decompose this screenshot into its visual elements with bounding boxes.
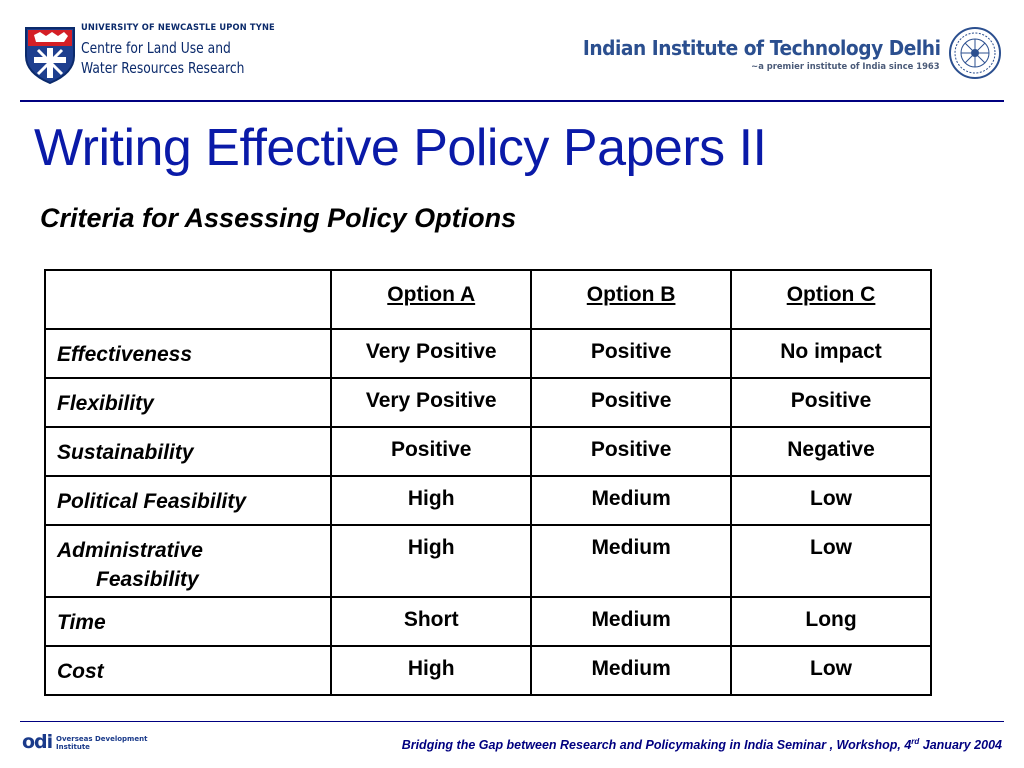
footer-divider xyxy=(20,721,1004,722)
value-cell: Low xyxy=(731,646,931,695)
footer-caption: Bridging the Gap between Research and Policymaking in India Seminar , Workshop, 4rd January 2004 xyxy=(401,737,1002,753)
value-cell: Positive xyxy=(531,329,731,378)
iit-delhi-tagline: ~a premier institute of India since 1963 xyxy=(751,62,940,72)
value-cell: Positive xyxy=(531,427,731,476)
criterion-cell xyxy=(45,525,331,597)
value-cell: Medium xyxy=(531,646,731,695)
newcastle-logo xyxy=(24,23,275,86)
value-cell: Very Positive xyxy=(331,329,531,378)
criterion-line: Administrative xyxy=(57,539,203,562)
table-row xyxy=(45,329,931,378)
centre-name-line-1: Centre for Land Use and xyxy=(81,39,231,57)
university-shield-icon xyxy=(24,26,76,84)
odi-mark: odi xyxy=(22,731,53,753)
odi-name-line-1: Overseas Development xyxy=(56,735,148,743)
criterion-cell: Effectiveness xyxy=(45,329,331,378)
table-row xyxy=(45,646,931,695)
odi-name-line-2: Institute xyxy=(56,743,90,751)
table-row xyxy=(45,525,931,597)
value-cell: High xyxy=(331,476,531,525)
value-cell: Medium xyxy=(531,597,731,646)
table-row xyxy=(45,476,931,525)
odi-logo xyxy=(22,733,162,753)
criterion-cell: Cost xyxy=(45,646,331,695)
value-cell: Medium xyxy=(531,525,731,597)
table-header-empty xyxy=(45,270,331,329)
value-cell: Very Positive xyxy=(331,378,531,427)
table-row xyxy=(45,597,931,646)
value-cell: Positive xyxy=(331,427,531,476)
slide-title: Writing Effective Policy Papers II xyxy=(34,119,767,177)
value-cell: Medium xyxy=(531,476,731,525)
iit-delhi-logo xyxy=(582,26,1002,82)
table-row xyxy=(45,378,931,427)
value-cell: Long xyxy=(731,597,931,646)
criterion-cell: Flexibility xyxy=(45,378,331,427)
value-cell: No impact xyxy=(731,329,931,378)
value-cell: Low xyxy=(731,476,931,525)
criterion-cell: Political Feasibility xyxy=(45,476,331,525)
university-name: UNIVERSITY OF NEWCASTLE UPON TYNE xyxy=(81,23,275,33)
iit-seal-icon xyxy=(948,26,1002,80)
value-cell: Positive xyxy=(531,378,731,427)
centre-name-line-2: Water Resources Research xyxy=(81,59,245,77)
criterion-cell: Time xyxy=(45,597,331,646)
value-cell: Positive xyxy=(731,378,931,427)
table-header-cell: Option A xyxy=(331,270,531,329)
policy-options-table xyxy=(44,269,932,696)
slide-subtitle: Criteria for Assessing Policy Options xyxy=(40,203,517,233)
table-row xyxy=(45,427,931,476)
value-cell: Short xyxy=(331,597,531,646)
value-cell: High xyxy=(331,525,531,597)
value-cell: High xyxy=(331,646,531,695)
value-cell: Negative xyxy=(731,427,931,476)
table-header-row xyxy=(45,270,931,329)
header-divider xyxy=(20,100,1004,102)
value-cell: Low xyxy=(731,525,931,597)
criterion-line: Feasibility xyxy=(96,568,199,591)
table-header-cell: Option C xyxy=(731,270,931,329)
criterion-cell: Sustainability xyxy=(45,427,331,476)
iit-delhi-name: Indian Institute of Technology Delhi xyxy=(582,36,940,60)
table-header-cell: Option B xyxy=(531,270,731,329)
